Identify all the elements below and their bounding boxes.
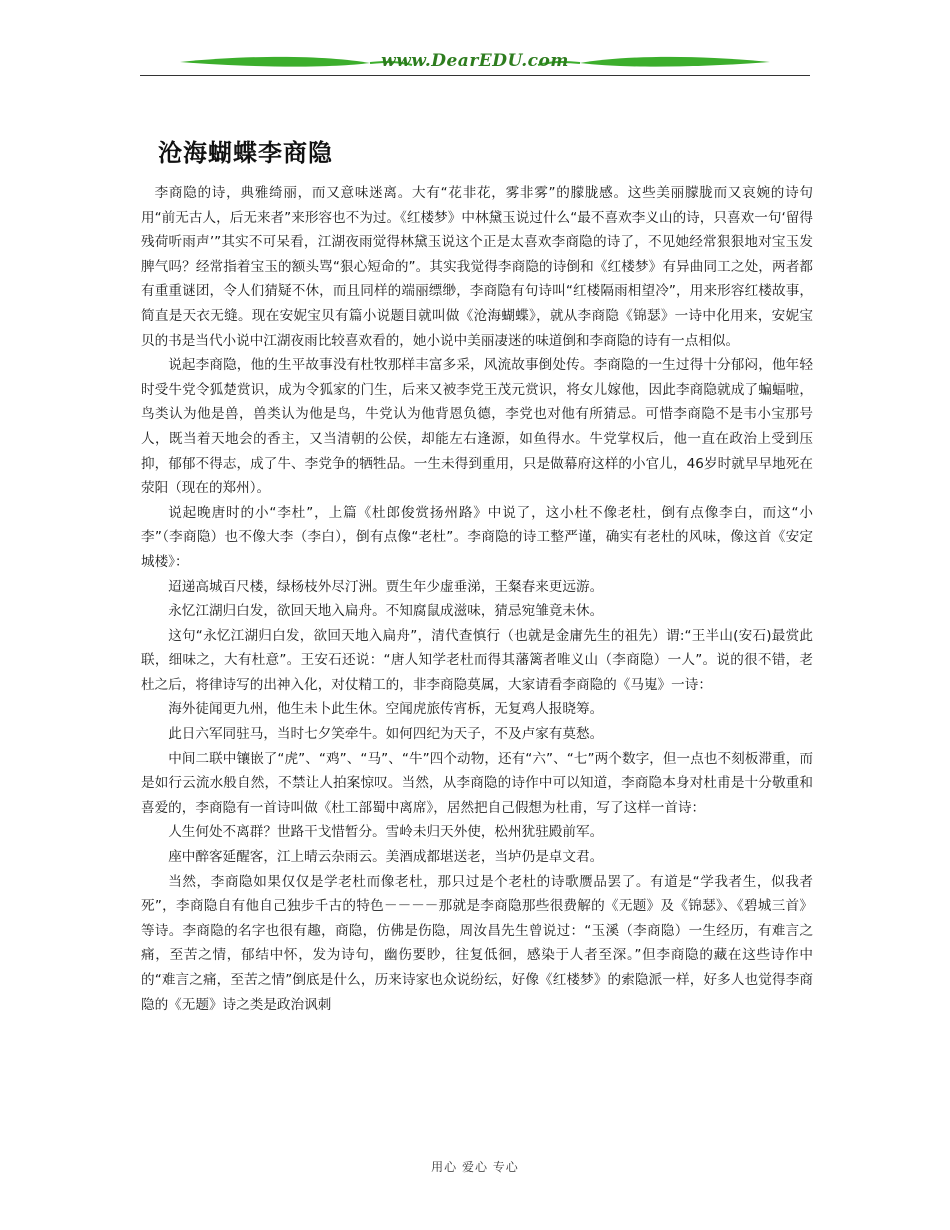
poem-line: 此日六军同驻马，当时七夕笑牵牛。如何四纪为天子，不及卢家有莫愁。: [168, 726, 604, 743]
header-divider: [140, 75, 810, 76]
paragraph: 这句“永忆江湖归白发，欲回天地入扁舟”，清代查慎行（也就是金庸先生的祖先）谓:“王半山(安石)最赏此联，细味之，大有杜意”。王安石还说：“唐人知学老杜而得其藩篱者唯义山（李商隐）一人”。说的很不错，老杜之后，将律诗写的出神入化，对仗精工的，非李商隐莫属，大家请看李商隐的《马嵬》一诗：: [141, 627, 813, 693]
page-header: [140, 48, 810, 78]
poem-line: 永忆江湖归白发，欲回天地入扁舟。不知腐鼠成滋味，猜忌宛雏竟未休。: [168, 603, 604, 620]
paragraph: 当然，李商隐如果仅仅是学老杜而像老杜，那只过是个老杜的诗歌赝品罢了。有道是“学我者生，似我者死”，李商隐自有他自己独步千古的特色－－－－那就是李商隐那些很费解的《无题》及《锦瑟》、《碧城三首》等诗。李商隐的名字也很有趣，商隐，仿佛是伤隐，周汝昌先生曾说过：“玉溪（李商隐）一生经历，有难言之痛，至苦之情，郁结中怀，发为诗句，幽伤要眇，往复低徊，感染于人者至深。”但李商隐的藏在这些诗作中的“难言之痛，至苦之情”倒底是什么，历来诗家也众说纷纭，好像《红楼梦》的索隐派一样，好多人也觉得李商隐的《无题》诗之类是政治讽刺: [141, 873, 813, 1013]
article-title: 沧海蝴蝶李商隐: [158, 139, 333, 167]
paragraph: 说起晚唐时的小“李杜”，上篇《杜郎俊赏扬州路》中说了，这小杜不像老杜，倒有点像李白，而这“小李”（李商隐）也不像大李（李白），倒有点像“老杜”。李商隐的诗工整严谨，确实有老杜的风味，像这首《安定城楼》：: [141, 504, 813, 570]
article-body: [141, 181, 813, 1017]
paragraph: 说起李商隐，他的生平故事没有杜牧那样丰富多采，风流故事倒处传。李商隐的一生过得十分郁闷，他年轻时受牛党令狐楚赏识，成为令狐家的门生，后来又被李党王茂元赏识，将女儿嫁他，因此李商隐就成了蝙蝠啦，鸟类认为他是兽，兽类认为他是鸟，牛党认为他背恩负德，李党也对他有所猜忌。可惜李商隐不是韦小宝那号人，既当着天地会的香主，又当清朝的公侯，却能左右逢源，如鱼得水。牛党掌权后，他一直在政治上受到压抑，郁郁不得志，成了牛、李党争的牺牲品。一生未得到重用，只是做幕府这样的小官儿，46岁时就早早地死在荥阳（现在的郑州）。: [141, 357, 813, 497]
paragraph: 李商隐的诗，典雅绮丽，而又意味迷离。大有“花非花，雾非雾”的朦胧感。这些美丽朦胧而又哀婉的诗句用“前无古人，后无来者”来形容也不为过。《红楼梦》中林黛玉说过什么“最不喜欢李义山的诗，只喜欢一句‘留得残荷听雨声’”其实不可呆看，江湖夜雨觉得林黛玉说这个正是太喜欢李商隐的诗了，不见她经常狠狠地对宝玉发脾气吗？经常指着宝玉的额头骂“狠心短命的”。其实我觉得李商隐的诗倒和《红楼梦》有异曲同工之处，两者都有重重谜团，令人们猜疑不休，而且同样的端丽缥缈，李商隐有句诗叫“红楼隔雨相望冷”，用来形容红楼故事，简直是天衣无缝。现在安妮宝贝有篇小说题目就叫做《沧海蝴蝶》，就从李商隐《锦瑟》一诗中化用来，安妮宝贝的书是当代小说中江湖夜雨比较喜欢看的，她小说中美丽凄迷的味道倒和李商隐的诗有一点相似。: [141, 185, 813, 349]
poem-line: 迢递高城百尺楼，绿杨枝外尽汀洲。贾生年少虚垂涕，王粲春来更远游。: [168, 578, 604, 595]
poem-line: 海外徒闻更九州，他生未卜此生休。空闻虎旅传宵柝，无复鸡人报晓筹。: [168, 701, 604, 718]
poem-line: 座中醉客延醒客，江上晴云杂雨云。美酒成都堪送老，当垆仍是卓文君。: [168, 849, 604, 866]
page-footer: 用心 爱心 专心: [431, 1160, 519, 1174]
poem-line: 人生何处不离群？世路干戈惜暂分。雪岭未归天外使，松州犹驻殿前军。: [168, 824, 604, 841]
site-logo-text: www.DearEDU.com: [381, 51, 569, 71]
paragraph: 中间二联中镶嵌了“虎”、“鸡”、“马”、“牛”四个动物，还有“六”、“七”两个数字，但一点也不刻板滞重，而是如行云流水般自然，不禁让人拍案惊叹。当然，从李商隐的诗作中可以知道，李商隐本身对杜甫是十分敬重和喜爱的，李商隐有一首诗叫做《杜工部蜀中离席》，居然把自己假想为杜甫，写了这样一首诗：: [141, 750, 813, 816]
